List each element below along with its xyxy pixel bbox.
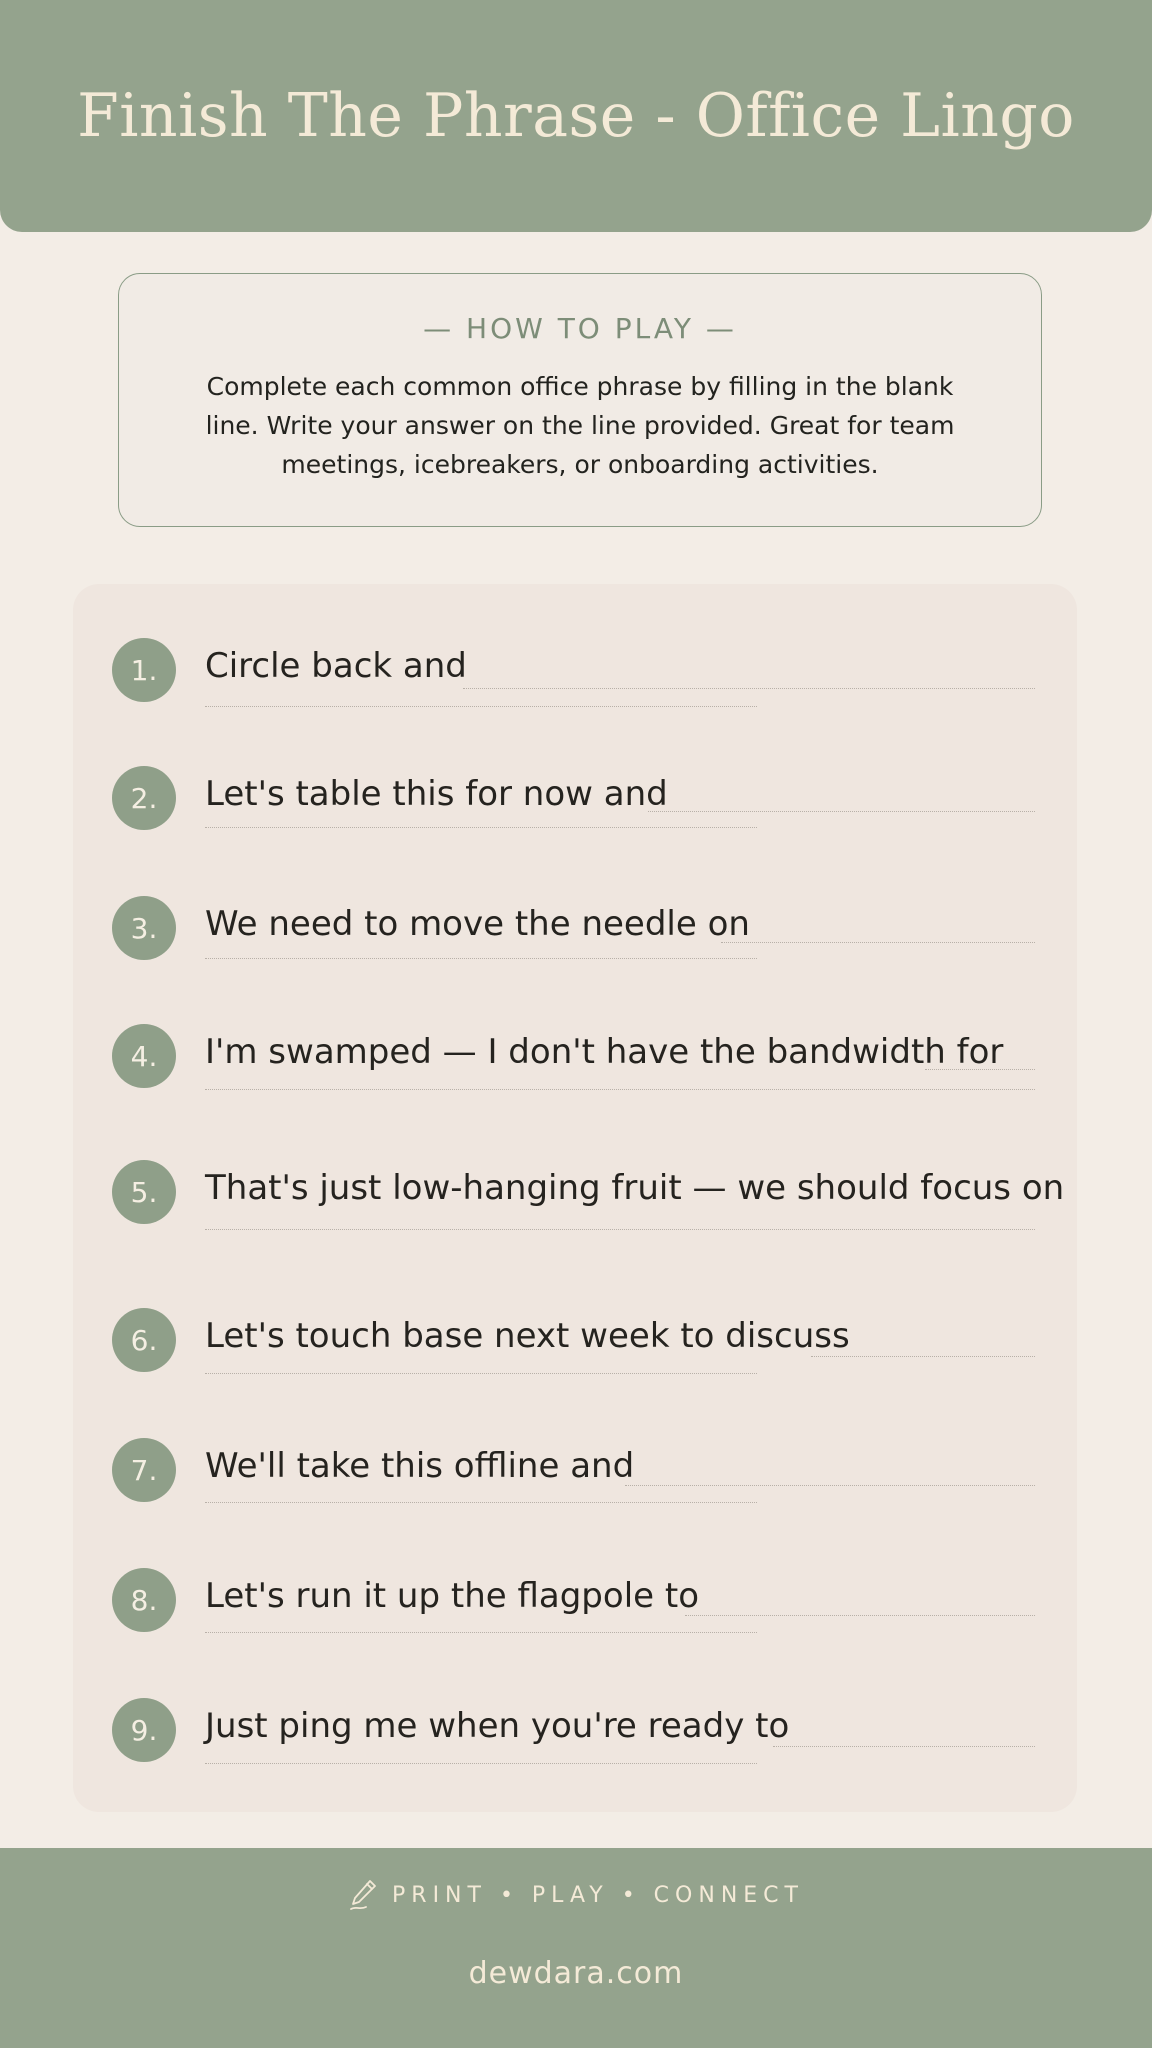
phrase-underline: [205, 958, 757, 959]
list-item: [73, 1696, 1077, 1776]
item-phrase: I'm swamped — I don't have the bandwidth for: [205, 1032, 1004, 1072]
phrase-underline: [205, 706, 757, 707]
phrase-underline: [205, 827, 757, 828]
item-number: 8.: [112, 1568, 176, 1632]
phrase-underline: [205, 1632, 757, 1633]
item-phrase: We'll take this offline and: [205, 1446, 635, 1486]
item-number: 6.: [112, 1308, 176, 1372]
list-item: [73, 636, 1077, 716]
item-phrase: Let's table this for now and: [205, 774, 668, 814]
item-number: 7.: [112, 1438, 176, 1502]
list-item: [73, 1566, 1077, 1646]
item-number: 3.: [112, 896, 176, 960]
phrase-underline: [205, 1089, 1035, 1090]
how-to-play-panel: [118, 273, 1042, 527]
footer-tagline: PRINT • PLAY • CONNECT: [392, 1882, 804, 1908]
item-phrase: We need to move the needle on: [205, 904, 750, 944]
page-header: [0, 0, 1152, 232]
item-number: 9.: [112, 1698, 176, 1762]
page-footer: [0, 1848, 1152, 2048]
list-item: [73, 1306, 1077, 1386]
item-phrase: Just ping me when you're ready to: [205, 1706, 790, 1746]
footer-tagline-row: [0, 1878, 1152, 1912]
pen-icon: [348, 1878, 378, 1912]
answer-line[interactable]: [463, 688, 1035, 689]
list-item: [73, 894, 1077, 974]
answer-line[interactable]: [625, 1485, 1035, 1486]
phrase-underline: [205, 1373, 757, 1374]
page-title: Finish The Phrase - Office Lingo: [77, 81, 1075, 151]
item-phrase: Circle back and: [205, 646, 467, 686]
answer-line[interactable]: [205, 1229, 1035, 1230]
item-number: 4.: [112, 1024, 176, 1088]
list-item: [73, 1022, 1077, 1102]
answer-line[interactable]: [811, 1356, 1035, 1357]
item-number: 5.: [112, 1160, 176, 1224]
item-phrase: Let's run it up the flagpole to: [205, 1576, 699, 1616]
list-item: [73, 1436, 1077, 1516]
item-number: 2.: [112, 766, 176, 830]
footer-site-link[interactable]: dewdara.com: [468, 1956, 684, 1991]
how-to-play-text: Complete each common office phrase by filling in the blank line. Write your answer on the line provided. Great for team meetings, icebreakers, or onboarding activities.: [205, 372, 955, 479]
item-phrase: Let's touch base next week to discuss: [205, 1316, 850, 1356]
item-phrase: That's just low-hanging fruit — we should focus on: [205, 1168, 1065, 1208]
phrase-underline: [205, 1763, 757, 1764]
answer-line[interactable]: [648, 811, 1035, 812]
list-item: [73, 1158, 1077, 1238]
phrase-underline: [205, 1502, 757, 1503]
answer-line[interactable]: [685, 1615, 1035, 1616]
how-to-play-title: — HOW TO PLAY —: [423, 312, 737, 345]
list-item: [73, 764, 1077, 844]
phrase-list: [73, 584, 1077, 1812]
item-number: 1.: [112, 638, 176, 702]
answer-line[interactable]: [721, 942, 1035, 943]
answer-line[interactable]: [773, 1746, 1035, 1747]
answer-line[interactable]: [925, 1069, 1035, 1070]
